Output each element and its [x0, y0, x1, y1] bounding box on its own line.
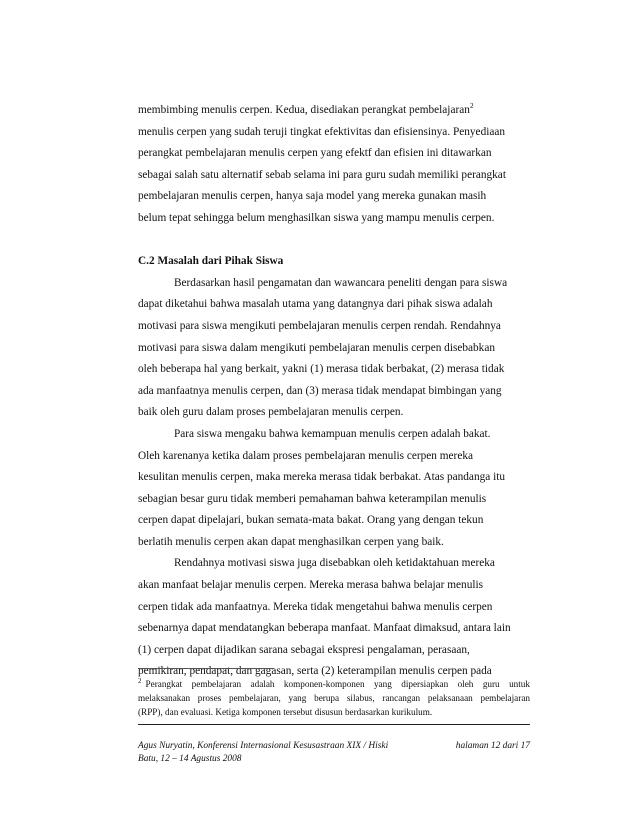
- body-text: [138, 100, 530, 683]
- paragraph-line: baik oleh guru dalam proses pembelajaran menulis cerpen.: [138, 406, 404, 419]
- paragraph-line: sebenarnya dapat mendatangkan beberapa manfaat. Manfaat dimaksud, antara lain: [138, 622, 511, 635]
- paragraph-line: menulis cerpen yang sudah teruji tingkat efektivitas dan efisiensinya. Penyediaan: [138, 125, 506, 138]
- paragraph-line: motivasi para siswa mengikuti pembelajaran menulis cerpen rendah. Rendahnya: [138, 319, 501, 332]
- paragraph-line: Para siswa mengaku bahwa kemampuan menulis cerpen adalah bakat.: [174, 427, 491, 440]
- footnote-line: melaksanakan proses pembelajaran, yang berupa silabus, rancangan pelaksanaan pembelajaran: [138, 693, 530, 703]
- section-heading: C.2 Masalah dari Pihak Siswa: [138, 255, 284, 268]
- footnote-reference: 2: [469, 101, 474, 111]
- paragraph-gap: [138, 230, 530, 252]
- paragraph-line: dapat diketahui bahwa masalah utama yang datangnya dari pihak siswa adalah: [138, 298, 493, 311]
- footnote-line: $^2$ Perangkat pembelajaran adalah komponen-komponen yang dipersiapkan oleh guru untuk: [138, 677, 530, 689]
- paragraph-line: oleh beberapa hal yang berkait, yakni (1) merasa tidak berbakat, (2) merasa tidak: [138, 363, 505, 376]
- paragraph-line: Rendahnya motivasi siswa juga disebabkan oleh ketidaktahuan mereka: [174, 557, 495, 570]
- paragraph-line: Berdasarkan hasil pengamatan dan wawancara peneliti dengan para siswa: [174, 276, 508, 289]
- footnote: [138, 677, 530, 719]
- paragraph-line: (1) cerpen dapat dijadikan sarana sebagai ekspresi pengalaman, perasaan,: [138, 643, 470, 656]
- paragraph-line: pemikiran, pendapat, dan gagasan, serta (2) keterampilan menulis cerpen pada: [138, 665, 492, 678]
- paragraph-line: belum tepat sehingga belum menghasilkan siswa yang mampu menulis cerpen.: [138, 211, 495, 224]
- paragraph-line: perangkat pembelajaran menulis cerpen yang efektf dan efisien ini ditawarkan: [138, 147, 492, 160]
- paragraph-line: sebagai salah satu alternatif sebab selama ini para guru sudah memiliki perangkat: [138, 168, 506, 181]
- footer-location-date: Batu, 12 – 14 Agustus 2008: [138, 754, 242, 764]
- paragraph-line: pembelajaran menulis cerpen, hanya saja model yang mereka gunakan masih: [138, 190, 487, 203]
- footnote-line: (RPP), dan evaluasi. Ketiga komponen tersebut disusun berdasarkan kurikulum.: [138, 707, 433, 717]
- paragraph-line: motivasi para siswa dalam mengikuti pembelajaran menulis cerpen disebabkan: [138, 341, 495, 354]
- paragraph-line: Oleh karenanya ketika dalam proses pembelajaran menulis cerpen mereka: [138, 449, 473, 462]
- paragraph-line: cerpen dapat dipelajari, bukan semata-mata bakat. Orang yang dengan tekun: [138, 514, 484, 527]
- paragraph-line: kesulitan menulis cerpen, maka mereka merasa tidak berbakat. Atas pandanga itu: [138, 471, 506, 484]
- paragraph-line: sebagian besar guru tidak memberi pemahaman bahwa keterampilan menulis: [138, 492, 487, 505]
- footer-row: [138, 740, 530, 753]
- paragraph-line: akan manfaat belajar menulis cerpen. Mereka merasa bahwa belajar menulis: [138, 579, 484, 592]
- page-footer: [138, 740, 530, 766]
- footer-row: [138, 753, 530, 766]
- paragraph-line: ada manfaatnya menulis cerpen, dan (3) merasa tidak mendapat bimbingan yang: [138, 384, 502, 397]
- paragraph-line: cerpen tidak ada manfaatnya. Mereka tidak mengetahui bahwa menulis cerpen: [138, 600, 493, 613]
- footer-divider: [138, 724, 530, 725]
- footer-citation: Agus Nuryatin, Konferensi Internasional Kesusastraan XIX / Hiski: [138, 741, 389, 751]
- paragraph-line: berlatih menulis cerpen akan dapat menghasilkan cerpen yang baik.: [138, 535, 444, 548]
- page-number: halaman 12 dari 17: [455, 741, 530, 751]
- footnote-mark: 2: [138, 677, 142, 685]
- footnote-divider: [138, 668, 274, 669]
- paragraph-line: membimbing menulis cerpen. Kedua, disediakan perangkat pembelajaran$^2$: [138, 101, 474, 116]
